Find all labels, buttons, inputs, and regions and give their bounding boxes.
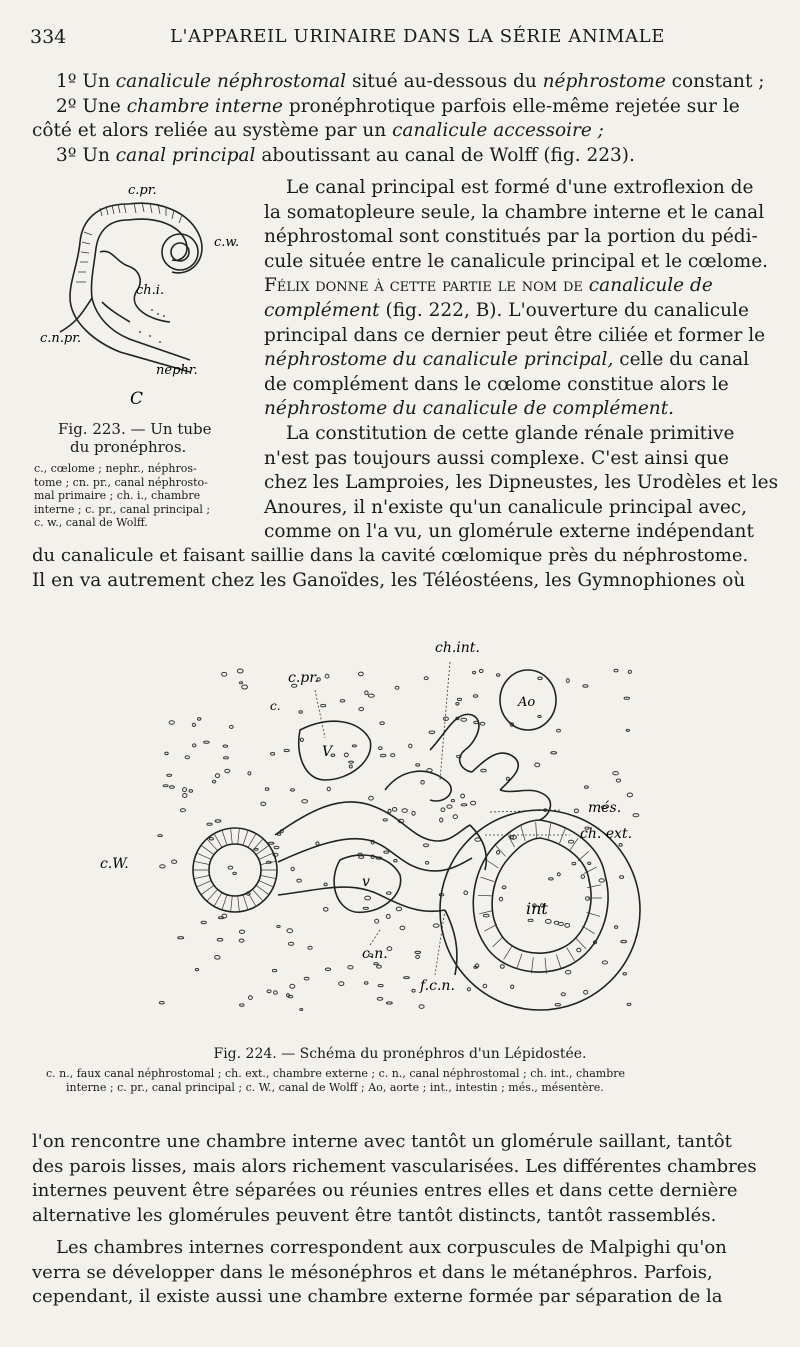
cell-dot <box>349 765 352 768</box>
cell-dot <box>185 756 189 759</box>
cell-dot <box>620 876 624 879</box>
cell-dot <box>365 896 371 900</box>
cell-dot <box>628 670 631 673</box>
cell-dot <box>178 937 184 939</box>
cell-dot <box>402 809 407 813</box>
fig224-label-chext: ch. ext. <box>580 826 633 842</box>
cell-dot <box>441 808 445 812</box>
fig224-label-int: int <box>526 899 548 918</box>
cell-dot <box>287 929 293 933</box>
fig224-label-v1: V <box>322 744 333 760</box>
cell-dot <box>363 907 368 909</box>
cell-dot <box>588 862 591 864</box>
cell-dot <box>396 907 401 911</box>
cell-dot <box>619 844 622 847</box>
cell-dot <box>325 968 330 971</box>
cell-dot <box>201 921 206 923</box>
cell-dot <box>624 697 629 699</box>
cell-dot <box>464 891 468 895</box>
cell-dot <box>352 745 356 747</box>
cell-dot <box>386 915 390 919</box>
cell-dot <box>453 815 457 819</box>
cell-dot <box>324 883 327 886</box>
cell-dot <box>572 862 576 864</box>
cell-dot <box>557 729 561 732</box>
cell-dot <box>217 938 223 941</box>
cell-dot <box>599 879 604 882</box>
cell-dot <box>248 772 251 775</box>
cell-dot <box>193 744 196 747</box>
cell-dot <box>545 919 551 923</box>
cell-dot <box>290 984 295 988</box>
figure-224-legend: c. n., faux canal néphrostomal ; ch. ext., chambre externe ; c. n., canal néphrostomal ; ch. int., chambre interne ; c. pr., canal principal ; c. W., canal de Wolff ; Ao, aorte ; int., intestin ; més., mésentère. <box>46 1067 626 1094</box>
cell-dot <box>380 722 384 725</box>
cell-dot <box>395 686 399 689</box>
list-item-continuation: côté et alors reliée au système par un canalicule accessoire ; <box>32 120 604 142</box>
cell-dot <box>626 729 629 731</box>
cell-dot <box>172 860 177 863</box>
cell-dot <box>274 991 278 994</box>
cell-dot <box>349 761 354 763</box>
cell-dot <box>400 926 405 930</box>
list-item: 2º Une chambre interne pronéphrotique parfois elle-même rejetée sur le <box>56 95 740 117</box>
cell-dot <box>633 814 639 817</box>
list-item: 3º Un canal principal aboutissant au canal de Wolff (fig. 223). <box>56 144 635 166</box>
cell-dot <box>340 700 345 702</box>
cell-dot <box>359 708 364 711</box>
cell-dot <box>167 774 172 776</box>
cell-dot <box>159 1002 164 1004</box>
cell-dot <box>359 672 364 676</box>
cell-dot <box>348 966 353 969</box>
fig223-label-cpr: c.pr. <box>128 183 157 198</box>
cell-dot <box>297 879 302 882</box>
fig224-label-chint: ch.int. <box>435 640 480 656</box>
cell-dot <box>239 939 244 942</box>
cell-dot <box>215 820 221 822</box>
fig224-label-cpr: c.pr. <box>288 670 319 686</box>
cell-dot <box>383 819 387 821</box>
cell-dot <box>233 872 236 874</box>
fig224-label-cn: c.n. <box>362 946 388 962</box>
cell-dot <box>308 946 312 949</box>
cell-dot <box>443 717 448 720</box>
cell-dot <box>423 844 428 847</box>
cell-dot <box>506 777 509 780</box>
fig223-panel-letter: C <box>130 389 144 409</box>
cell-dot <box>284 749 289 751</box>
cell-dot <box>225 769 230 772</box>
cell-dot <box>198 718 201 721</box>
paragraph-4: Les chambres internes correspondent aux corpuscules de Malpighi qu'on verra se développer dans le mésonéphros et dans le métanéphros. Parfois, cependant, il existe aussi une chambre externe formée par séparation de la <box>32 1237 727 1308</box>
cell-dot <box>291 789 295 791</box>
cell-dot <box>249 996 253 1000</box>
cell-dot <box>623 973 627 975</box>
cell-dot <box>585 786 589 788</box>
fig224-label-mes: més. <box>588 800 622 816</box>
fig223-label-cw: c.w. <box>214 235 240 250</box>
cell-dot <box>471 801 476 805</box>
cell-dot <box>421 781 424 785</box>
cell-dot <box>377 965 382 968</box>
cell-dot <box>497 674 500 677</box>
cell-dot <box>461 718 467 721</box>
cell-dot <box>288 942 293 945</box>
cell-dot <box>387 1002 393 1004</box>
cell-dot <box>538 677 542 680</box>
cell-dot <box>499 897 502 901</box>
cell-dot <box>183 788 187 792</box>
cell-dot <box>272 969 276 971</box>
fig223-label-cnpr: c.n.pr. <box>40 331 82 346</box>
cell-dot <box>447 805 452 808</box>
cell-dot <box>394 860 397 862</box>
cell-dot <box>277 926 280 928</box>
cell-dot <box>473 695 477 697</box>
cell-dot <box>483 914 489 917</box>
cell-dot <box>388 809 391 813</box>
cell-dot <box>381 754 386 757</box>
paragraph-3: l'on rencontre une chambre interne avec tantôt un glomérule saillant, tantôt des parois lisses, mais alors richement vascularisées. Les différentes chambres internes peuvent être séparées ou réunies entres elles et dans cette dernière alternative les glomérules peuvent être tantôt distincts, tantôt rassemblés. <box>32 1131 757 1226</box>
cell-dot <box>419 1005 424 1009</box>
cell-dot <box>274 846 279 848</box>
cell-dot <box>223 745 227 747</box>
cell-dot <box>195 969 198 971</box>
cell-dot <box>189 790 193 793</box>
cell-dot <box>409 744 412 748</box>
cell-dot <box>265 788 269 791</box>
cell-dot <box>163 785 168 787</box>
cell-dot <box>212 780 215 783</box>
cell-dot <box>302 800 308 803</box>
cell-dot <box>387 892 392 894</box>
cell-dot <box>183 794 187 798</box>
cell-dot <box>621 940 627 942</box>
running-title: L'APPAREIL URINAIRE DANS LA SÉRIE ANIMALE <box>170 26 665 47</box>
figure-223-legend: c., cœlome ; nephr., néphros- tome ; cn. pr., canal néphrosto- mal primaire ; ch. i., chambre interne ; c. pr., canal principal ; c. w., canal de Wolff. <box>34 462 211 530</box>
cell-dot <box>377 997 383 1000</box>
cell-dot <box>602 961 607 964</box>
cell-dot <box>404 977 410 979</box>
cell-dot <box>323 908 328 912</box>
cell-dot <box>392 808 396 812</box>
cell-dot <box>538 716 541 718</box>
fig223-label-chi: ch.i. <box>136 283 165 298</box>
cell-dot <box>412 989 415 992</box>
cell-dot <box>359 856 364 859</box>
cell-dot <box>561 993 565 996</box>
cell-dot <box>365 691 368 695</box>
cell-dot <box>451 800 454 802</box>
cell-dot <box>440 818 443 822</box>
cell-dot <box>267 990 271 993</box>
cell-dot <box>627 793 632 797</box>
cell-dot <box>583 685 588 687</box>
cell-dot <box>457 698 461 700</box>
cell-dot <box>461 794 465 798</box>
cell-dot <box>192 723 195 726</box>
cell-dot <box>586 897 590 900</box>
cell-dot <box>581 875 584 879</box>
cell-dot <box>577 948 581 952</box>
figure-223-caption: Fig. 223. — Un tube du pronéphros. <box>58 420 212 456</box>
cell-dot <box>316 842 319 845</box>
cell-dot <box>584 990 588 994</box>
cell-dot <box>215 956 220 960</box>
list-item: 1º Un canalicule néphrostomal situé au-dessous du néphrostome constant ; <box>56 71 765 92</box>
cell-dot <box>378 985 383 987</box>
cell-dot <box>479 669 483 672</box>
cell-dot <box>271 753 275 756</box>
cell-dot <box>551 752 557 754</box>
cell-dot <box>481 769 486 772</box>
cell-dot <box>574 809 578 813</box>
cell-dot <box>368 694 374 697</box>
cell-dot <box>558 922 563 925</box>
cell-dot <box>416 764 420 766</box>
cell-dot <box>228 866 233 869</box>
cell-dot <box>502 886 506 889</box>
cell-dot <box>207 823 212 825</box>
fig224-label-c: c. <box>270 699 281 713</box>
cell-dot <box>555 1004 560 1006</box>
fig224-label-cw: c.W. <box>100 856 129 872</box>
cell-dot <box>369 796 374 800</box>
cell-dot <box>160 865 165 868</box>
cell-dot <box>415 951 421 953</box>
figure-224-drawing <box>100 630 680 1030</box>
cell-dot <box>535 763 540 767</box>
cell-dot <box>240 1004 244 1006</box>
page-header <box>30 26 770 54</box>
cell-dot <box>412 811 415 815</box>
cell-dot <box>425 861 428 864</box>
cell-dot <box>165 752 168 755</box>
cell-dot <box>374 963 378 965</box>
cell-dot <box>300 1009 303 1011</box>
cell-dot <box>528 919 533 921</box>
cell-dot <box>511 985 514 989</box>
cell-dot <box>616 779 620 782</box>
cell-dot <box>613 772 619 775</box>
cell-dot <box>500 965 504 968</box>
cell-dot <box>557 873 560 876</box>
paragraph-1: Le canal principal est formé d'une extroflexion de la somatopleure seule, la chambre interne et le canal néphrostomal sont constitués par la portion du pédi- cule située entre le canalicule principal et le cœlome. Félix donne à cette partie le nom de canalicule de complément (fig. 222, B). L'ouverture du canalicule principal dans ce dernier peut être ciliée et former le néphrostome du canalicule principal, celle du canal de complément dans le cœlome constitue alors le néphrostome du canalicule de complément. <box>264 177 769 420</box>
cell-dot <box>224 757 229 759</box>
cell-dot <box>416 955 420 958</box>
cell-dot <box>180 809 185 812</box>
cell-dot <box>325 674 329 678</box>
cell-dot <box>627 1003 631 1005</box>
cell-dot <box>480 722 485 725</box>
cell-dot <box>497 851 500 855</box>
cell-dot <box>615 926 618 929</box>
cell-dot <box>169 721 174 724</box>
cell-dot <box>239 930 244 933</box>
cell-dot <box>327 787 330 791</box>
cell-dot <box>299 711 302 713</box>
cell-dot <box>291 867 294 870</box>
cell-dot <box>568 840 573 843</box>
cell-dot <box>384 851 389 853</box>
fig224-label-fcn: f.c.n. <box>420 978 455 994</box>
cell-dot <box>549 878 554 880</box>
enumerated-list <box>32 70 768 168</box>
cell-dot <box>215 774 219 778</box>
cell-dot <box>237 669 243 673</box>
cell-dot <box>467 988 470 991</box>
cell-dot <box>391 754 395 757</box>
cell-dot <box>158 835 162 837</box>
cell-dot <box>304 977 309 980</box>
cell-dot <box>321 704 326 706</box>
fig224-label-v2: v <box>362 874 370 890</box>
cell-dot <box>239 682 242 684</box>
paragraph-2-fullwidth: du canalicule et faisant saillie dans la cavité cœlomique près du néphrostome. Il en va autrement chez les Ganoïdes, les Téléostéens, les Gymnophiones où <box>32 545 749 591</box>
cell-dot <box>565 924 570 928</box>
cell-dot <box>614 669 618 672</box>
cell-dot <box>261 802 266 805</box>
cell-dot <box>242 685 248 689</box>
fig223-label-nephr: nephr. <box>156 363 198 378</box>
cell-dot <box>456 703 459 706</box>
cell-dot <box>339 982 344 986</box>
cell-dot <box>375 919 379 923</box>
cell-dot <box>424 677 428 680</box>
cell-dot <box>222 672 227 676</box>
cell-dot <box>229 725 233 728</box>
cell-dot <box>566 970 571 974</box>
cell-dot <box>379 747 383 750</box>
cell-dot <box>566 679 569 683</box>
cell-dot <box>364 982 368 984</box>
fig224-label-ao: Ao <box>518 695 536 710</box>
cell-dot <box>254 848 258 850</box>
cell-dot <box>344 753 348 757</box>
cell-dot <box>483 984 487 988</box>
page-number: 334 <box>30 26 67 48</box>
cell-dot <box>170 786 175 789</box>
cell-dot <box>209 838 213 840</box>
cell-dot <box>204 741 209 743</box>
cell-dot <box>461 804 467 806</box>
cell-dot <box>473 671 476 673</box>
figure-223-drawing <box>40 182 240 407</box>
cell-dot <box>300 738 303 741</box>
cell-dot <box>433 924 439 927</box>
paragraph-2: La constitution de cette glande rénale primitive n'est pas toujours aussi complexe. C'est ainsi que chez les Lamproies, les Dipneustes, les Urodèles et les Anoures, il n'existe qu'un canalicule principal avec, comme on l'a vu, un glomérule externe indépendant <box>264 423 779 543</box>
cell-dot <box>429 731 435 734</box>
figure-224-caption: Fig. 224. — Schéma du pronéphros d'un Lépidostée. <box>213 1046 587 1062</box>
